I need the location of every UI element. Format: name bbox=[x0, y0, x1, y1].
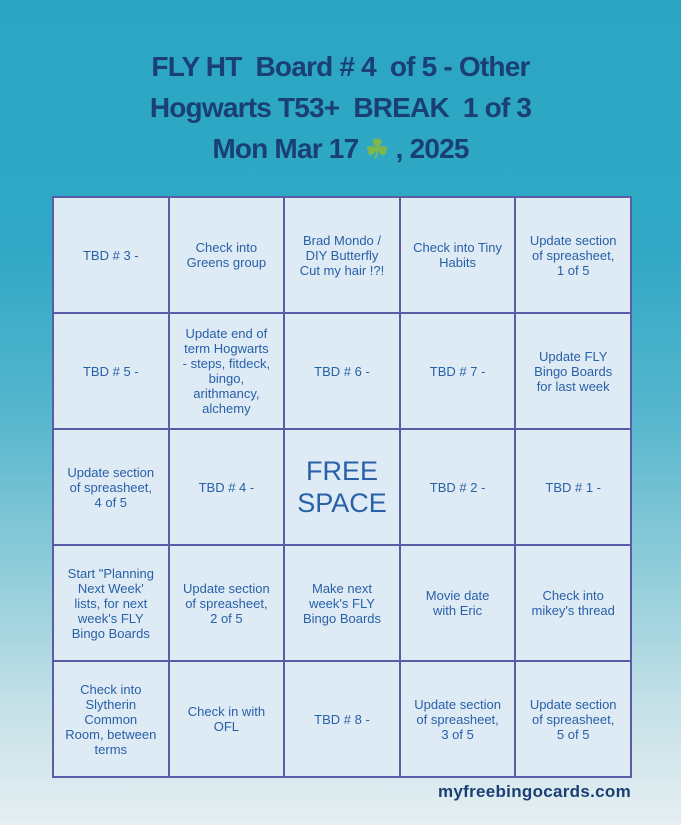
bingo-cell-r4c5[interactable]: Check into mikey's thread bbox=[516, 546, 630, 660]
board-title bbox=[0, 46, 681, 170]
title-line-2: Hogwarts T53+ BREAK 1 of 3 bbox=[149, 92, 532, 123]
bingo-cell-r5c2[interactable]: Check in with OFL bbox=[170, 662, 284, 776]
title-line-1: FLY HT Board # 4 of 5 - Other bbox=[151, 51, 530, 82]
site-watermark: myfreebingocards.com bbox=[437, 782, 631, 801]
bingo-cell-r2c1[interactable]: TBD # 5 - bbox=[54, 314, 168, 428]
bingo-cell-r5c1[interactable]: Check into Slytherin Common Room, between terms bbox=[54, 662, 168, 776]
bingo-cell-r2c4[interactable]: TBD # 7 - bbox=[401, 314, 515, 428]
bingo-cell-r4c4[interactable]: Movie date with Eric bbox=[401, 546, 515, 660]
bingo-cell-r5c5[interactable]: Update section of spreasheet, 5 of 5 bbox=[516, 662, 630, 776]
bingo-board bbox=[52, 196, 632, 778]
bingo-cell-r3c4[interactable]: TBD # 2 - bbox=[401, 430, 515, 544]
bingo-cell-r1c3[interactable]: Brad Mondo / DIY Butterfly Cut my hair !?! bbox=[285, 198, 399, 312]
bingo-cell-r4c1[interactable]: Start "Planning Next Week' lists, for next week's FLY Bingo Boards bbox=[54, 546, 168, 660]
bingo-cell-r1c2[interactable]: Check into Greens group bbox=[170, 198, 284, 312]
bingo-cell-r5c4[interactable]: Update section of spreasheet, 3 of 5 bbox=[401, 662, 515, 776]
bingo-cell-r1c1[interactable]: TBD # 3 - bbox=[54, 198, 168, 312]
bingo-cell-r3c1[interactable]: Update section of spreasheet, 4 of 5 bbox=[54, 430, 168, 544]
bingo-cell-r3c2[interactable]: TBD # 4 - bbox=[170, 430, 284, 544]
bingo-cell-r4c3[interactable]: Make next week's FLY Bingo Boards bbox=[285, 546, 399, 660]
bingo-cell-r2c3[interactable]: TBD # 6 - bbox=[285, 314, 399, 428]
title-line-3 bbox=[0, 128, 681, 170]
bingo-cell-r1c4[interactable]: Check into Tiny Habits bbox=[401, 198, 515, 312]
bingo-cell-r5c3[interactable]: TBD # 8 - bbox=[285, 662, 399, 776]
bingo-cell-r2c5[interactable]: Update FLY Bingo Boards for last week bbox=[516, 314, 630, 428]
bingo-cell-r1c5[interactable]: Update section of spreasheet, 1 of 5 bbox=[516, 198, 630, 312]
free-space-cell[interactable]: FREE SPACE bbox=[285, 430, 399, 544]
bingo-cell-r3c5[interactable]: TBD # 1 - bbox=[516, 430, 630, 544]
bingo-cell-r4c2[interactable]: Update section of spreasheet, 2 of 5 bbox=[170, 546, 284, 660]
bingo-cell-r2c2[interactable]: Update end of term Hogwarts - steps, fitdeck, bingo, arithmancy, alchemy bbox=[170, 314, 284, 428]
title-year-text: , 2025 bbox=[388, 133, 469, 164]
shamrock-icon: ☘ bbox=[365, 134, 389, 164]
title-date-text: Mon Mar 17 bbox=[212, 133, 366, 164]
